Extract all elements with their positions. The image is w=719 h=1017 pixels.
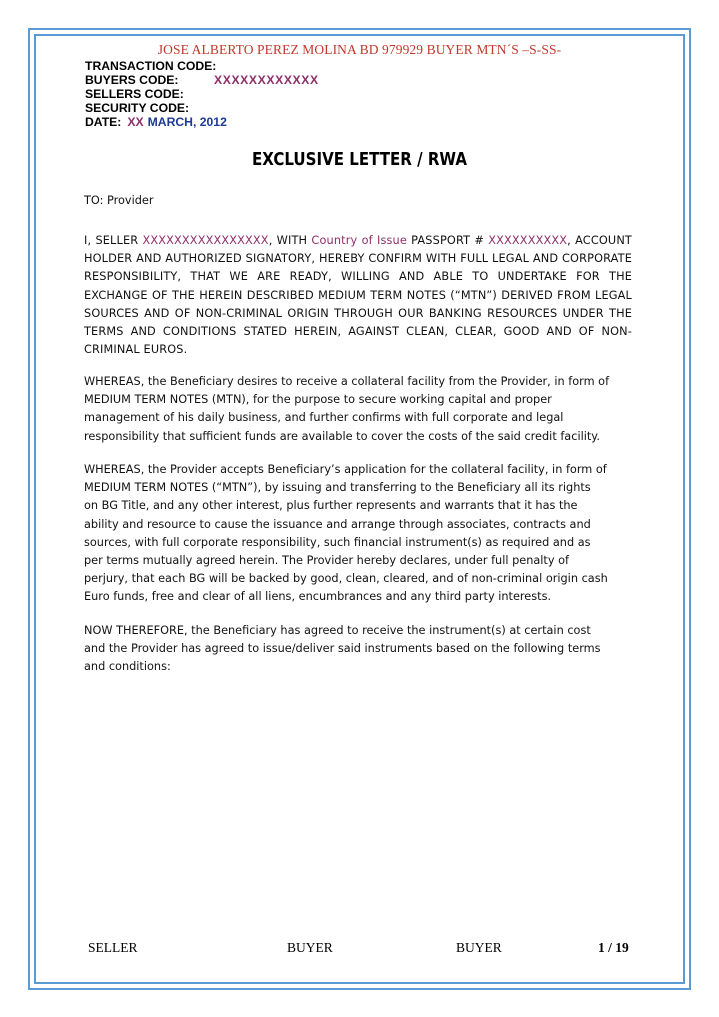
text-line: MEDIUM TERM NOTES (“MTN”), by issuing and transferring to the Beneficiary all its rights <box>84 481 591 495</box>
footer-buyer-label-1: BUYER <box>287 940 333 955</box>
page-number: 1 / 19 <box>598 940 629 955</box>
text-line: ability and resource to cause the issuance and arrange through associates, contracts and <box>84 517 591 531</box>
document-title: EXCLUSIVE LETTER / RWA <box>251 150 468 170</box>
text-line: Euro funds, free and clear of all liens, encumbrances and any third party interests. <box>84 590 552 604</box>
text-line: responsibility that sufficient funds are available to cover the costs of the said credit facility. <box>84 429 600 443</box>
text-line: management of his daily business, and further confirms with full corporate and legal <box>84 411 564 425</box>
paragraph-whereas-beneficiary <box>84 373 632 446</box>
text-line: per terms mutually agreed herein. The Provider hereby declares, under full penalty of <box>84 554 570 568</box>
text-line: sources, with full corporate responsibility, such financial instrument(s) as required and as <box>84 535 591 549</box>
recipient-line: TO: Provider <box>84 194 154 207</box>
passport-placeholder: XXXXXXXXXX <box>488 234 568 247</box>
transaction-code-label: TRANSACTION CODE: <box>85 59 217 73</box>
paragraph-seller-declaration <box>84 232 632 359</box>
footer-seller-label: SELLER <box>88 940 138 955</box>
footer-buyer-label-2: BUYER <box>456 940 502 955</box>
security-code-row <box>85 101 227 115</box>
date-month-year: MARCH, 2012 <box>147 115 227 129</box>
text-line: NOW THEREFORE, the Beneficiary has agreed to receive the instrument(s) at certain cost <box>84 624 591 637</box>
country-placeholder: Country of Issue <box>311 234 407 247</box>
p1-text-4: , ACCOUNT HOLDER AND AUTHORIZED SIGNATORY, HEREBY CONFIRM WITH FULL LEGAL AND CORPORATE RESPONSIBILITY, THAT WE ARE READY, WILLING AND ABLE TO UNDERTAKE FOR THE EXCHANGE OF THE HEREIN DESCRIBED MEDIUM TERM NOTES (“MTN”) DERIVED FROM LEGAL SOURCES AND OF NON-CRIMINAL ORIGIN THROUGH OUR BANKING RESOURCES UNDER THE TERMS AND CONDITIONS STATED HEREIN, AGAINST CLEAN, CLEAR, GOOD AND OF NON-CRIMINAL EUROS. <box>84 234 632 357</box>
sellers-code-row <box>85 87 227 101</box>
document-header: JOSE ALBERTO PEREZ MOLINA BD 979929 BUYER MTN´S –S-SS- <box>157 42 562 57</box>
date-day: XX <box>127 115 144 129</box>
page-footer <box>0 940 719 960</box>
buyers-code-value: XXXXXXXXXXXX <box>214 73 319 87</box>
buyers-code-row <box>85 73 319 87</box>
text-line: on BG Title, and any other interest, plus further represents and warrants that it has the <box>84 499 578 513</box>
text-line: and the Provider has agreed to issue/deliver said instruments based on the following terms <box>84 642 601 656</box>
text-line: MEDIUM TERM NOTES (MTN), for the purpose to secure working capital and proper <box>84 393 552 407</box>
sellers-code-label: SELLERS CODE: <box>85 87 184 101</box>
p1-text-2: , WITH <box>268 234 312 247</box>
security-code-label: SECURITY CODE: <box>85 101 190 115</box>
text-line: WHEREAS, the Beneficiary desires to receive a collateral facility from the Provider, in form of <box>84 375 610 388</box>
text-line: WHEREAS, the Provider accepts Beneficiary’s application for the collateral facility, in form of <box>84 463 607 476</box>
date-label: DATE: <box>85 115 122 129</box>
p1-text-3: PASSPORT # <box>406 234 489 247</box>
paragraph-now-therefore <box>84 622 632 677</box>
text-line: perjury, that each BG will be backed by good, clean, cleared, and of non-criminal origin cash <box>84 572 608 586</box>
text-line: and conditions: <box>84 660 171 674</box>
seller-name-placeholder: XXXXXXXXXXXXXXXX <box>142 234 269 247</box>
p1-text-1: I, SELLER <box>84 234 143 247</box>
date-row <box>85 115 227 129</box>
transaction-code-row <box>85 59 227 73</box>
buyers-code-label: BUYERS CODE: <box>85 73 179 87</box>
paragraph-whereas-provider <box>84 461 632 607</box>
codes-block <box>85 59 319 129</box>
